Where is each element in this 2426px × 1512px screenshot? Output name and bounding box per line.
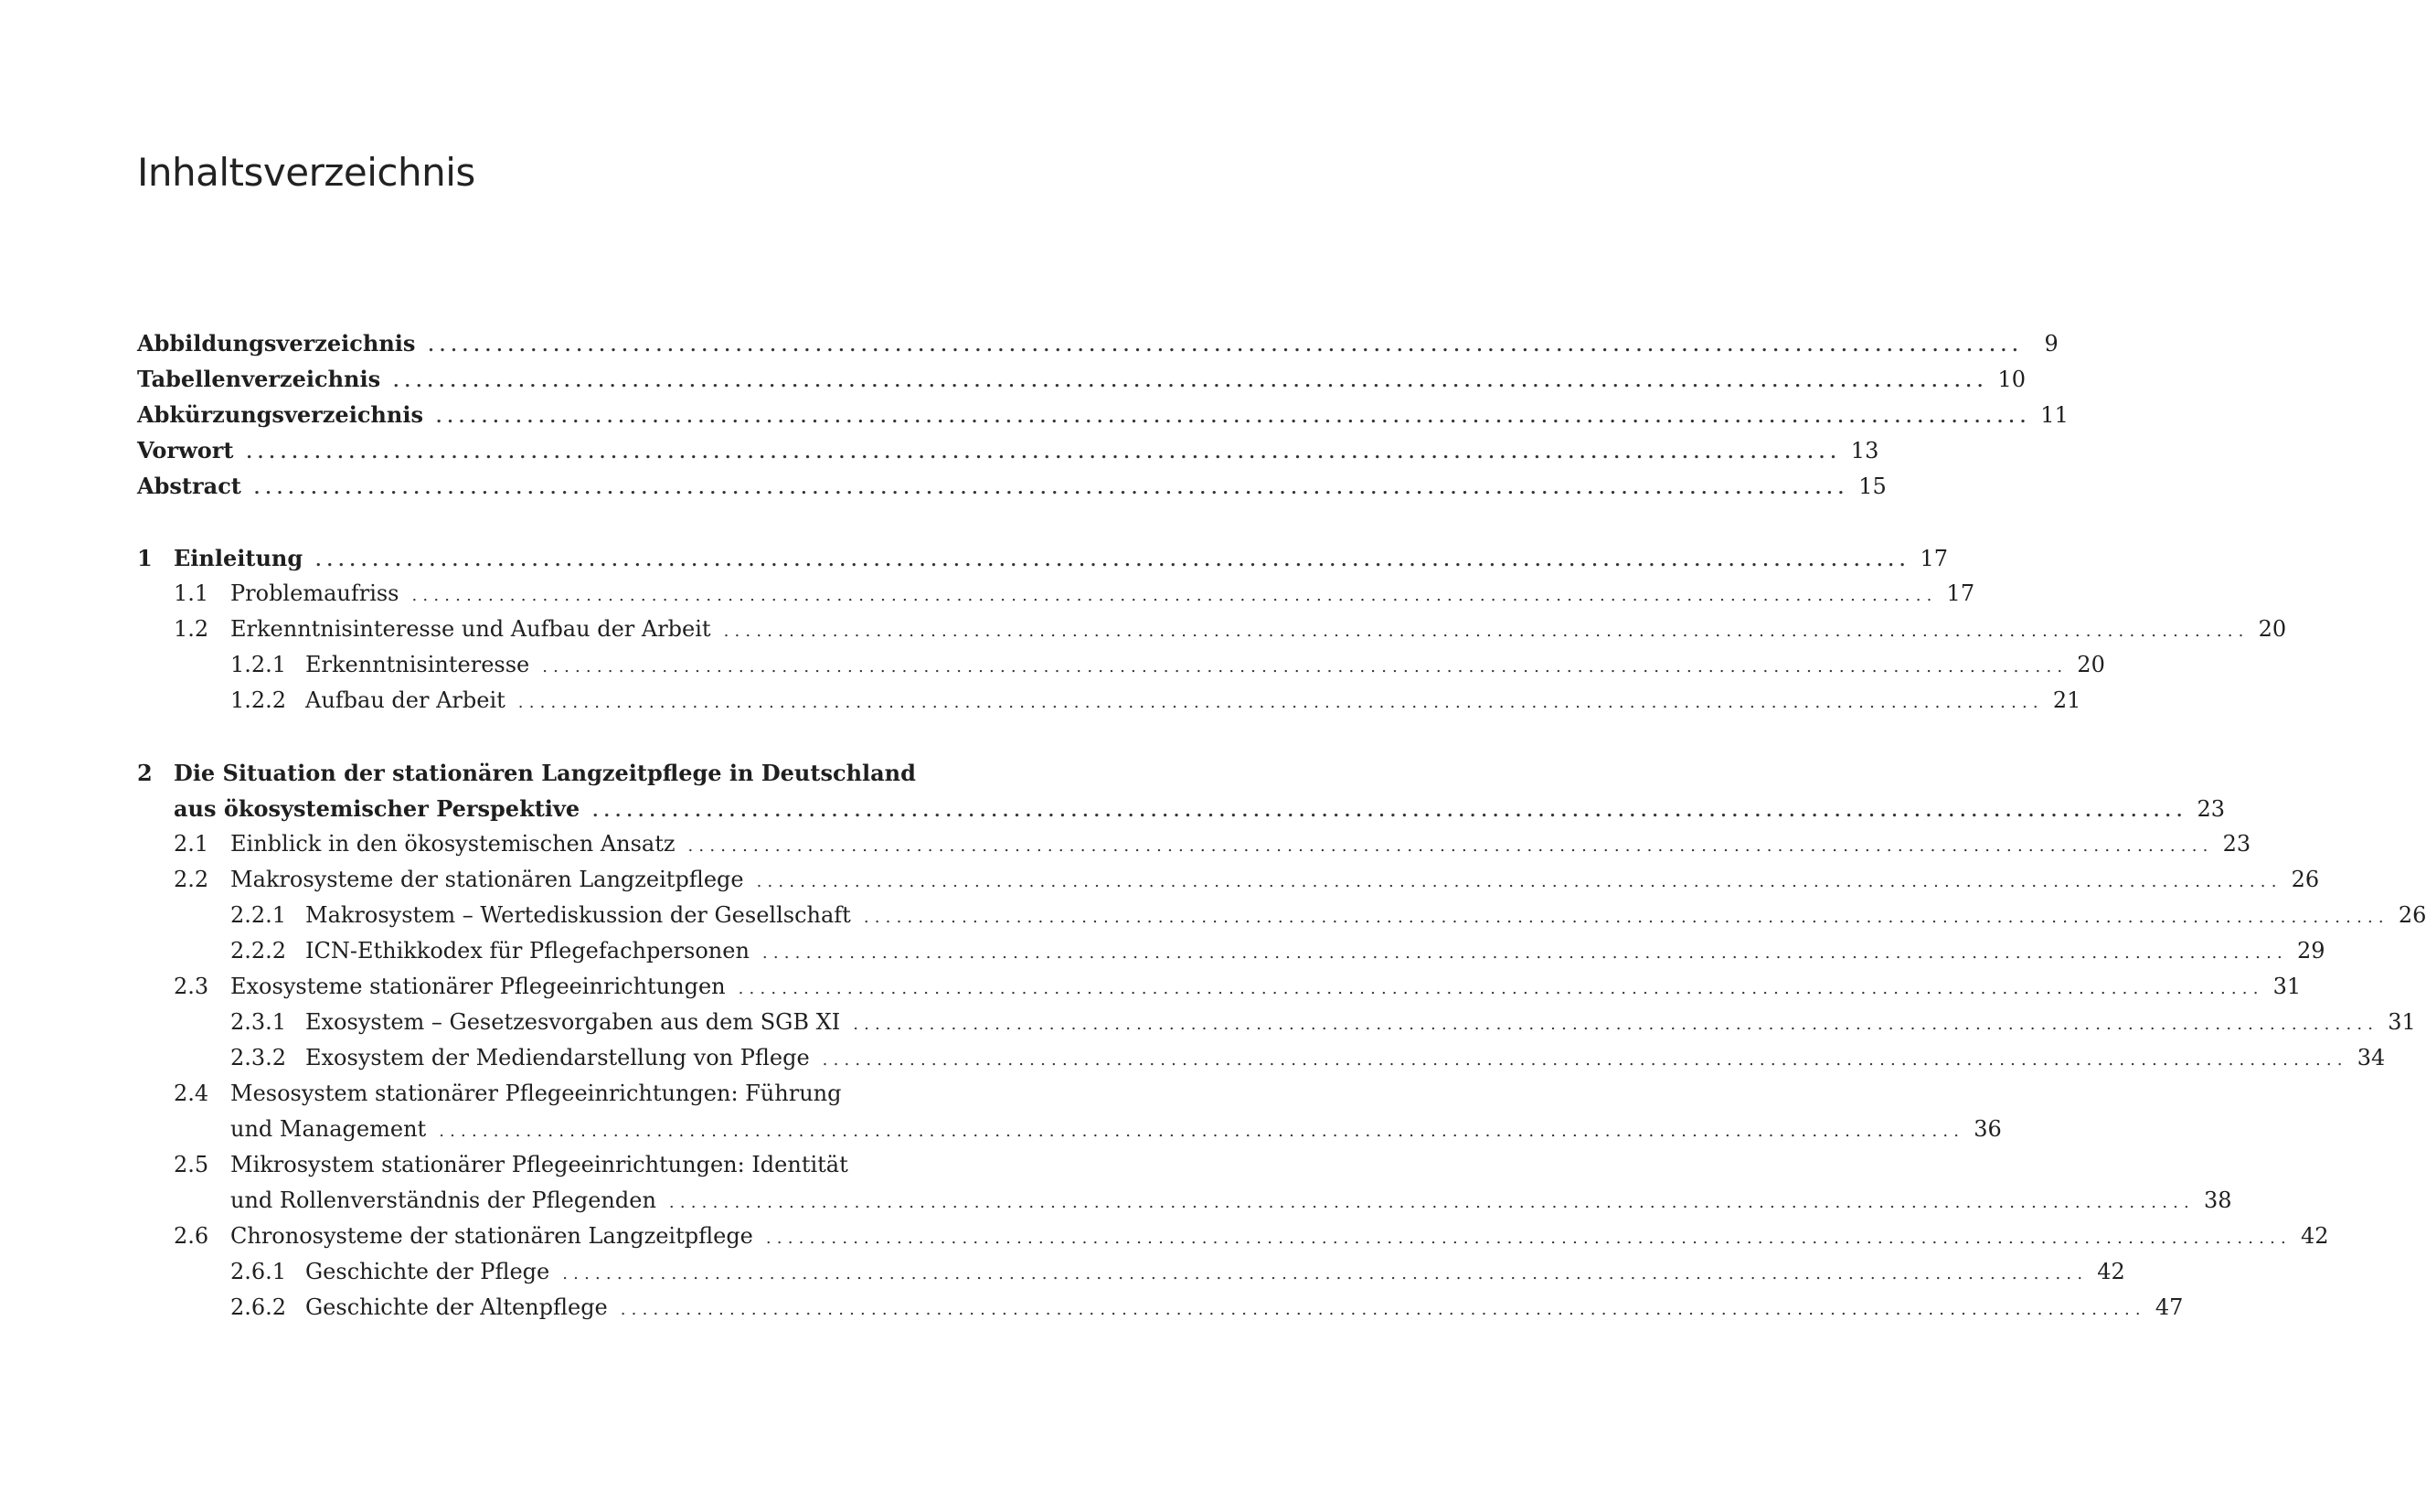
toc-page-number: 20 [2077,652,2105,677]
toc-page-number: 31 [2388,1009,2416,1035]
toc-entry-title: Tabellenverzeichnis [137,366,381,392]
toc-page-number: 34 [2357,1045,2386,1070]
toc-page-number: 42 [2300,1223,2329,1249]
subsection-number: 2.6.1 [230,1259,287,1284]
leader-dots: ............................................................................................................................................ [668,1193,2195,1212]
chapter-title: Einleitung [174,545,303,571]
section-title-continued: und Rollenverständnis der Pflegenden [230,1187,656,1213]
leader-dots: ............................................................................................................................................ [738,979,2264,998]
toc-entry-title: Abkürzungsverzeichnis [137,401,423,428]
subsection-title: ICN-Ethikkodex für Pflegefachpersonen [305,938,750,964]
subsection-number: 2.2.2 [230,938,287,964]
toc-page-number: 26 [2291,867,2320,892]
toc-subsection-1-2-2[interactable] [137,683,2081,719]
toc-page-number: 36 [1974,1116,2002,1142]
toc-page-number: 20 [2258,616,2287,642]
leader-dots: ............................................................................................................................................ [411,586,1938,605]
subsection-title: Geschichte der Pflege [305,1259,550,1284]
toc-page-number: 31 [2272,974,2302,999]
toc-entry-title: Vorwort [137,437,234,463]
section-number: 2.4 [174,1081,209,1106]
toc-section-2-1[interactable] [137,826,2251,862]
toc-page-number: 23 [2222,831,2251,857]
leader-dots: ............................................................................................................................................ [761,943,2288,963]
toc-page-number: 47 [2155,1294,2184,1320]
toc-entry-abkuerzungsverzeichnis[interactable] [137,397,2069,432]
subsection-title: Erkenntnisinteresse [305,652,530,677]
toc-section-2-2[interactable] [137,862,2320,898]
leader-dots: ............................................................................................................................................ [562,1264,2089,1283]
subsection-number: 1.2.2 [230,687,287,713]
chapter-number: 1 [137,545,153,571]
leader-dots: ............................................................................................................................................ [853,1015,2379,1034]
subsection-title: Makrosystem – Wertediskussion der Gesellschaft [305,902,851,928]
leader-dots: ............................................................................................................................................ [592,802,2188,821]
chapter-number: 2 [137,760,153,786]
toc-section-1-2[interactable] [137,612,2287,647]
toc-page-number: 17 [1920,546,1949,571]
subsection-number: 1.2.1 [230,652,287,677]
toc-page-number: 9 [2044,331,2059,357]
toc-page-number: 21 [2052,687,2081,713]
toc-page-number: 13 [1850,438,1879,463]
toc-page-number: 38 [2203,1187,2232,1213]
toc-section-1-1[interactable] [137,576,1975,612]
toc-chapter-1[interactable] [137,540,1949,576]
section-title: Mesosystem stationärer Pflegeeinrichtungen: Führung [230,1081,842,1106]
leader-dots: ............................................................................................................................................ [253,479,1850,498]
table-of-contents [137,325,2426,1326]
toc-chapter-2-line1[interactable] [137,755,927,791]
toc-page-number: 17 [1946,580,1975,606]
section-title: Einblick in den ökosystemischen Ansatz [230,831,676,857]
toc-page-number: 23 [2197,796,2225,822]
toc-page-number: 26 [2398,902,2426,928]
section-number: 2.3 [174,974,209,999]
toc-subsection-2-2-1[interactable] [137,898,2426,933]
toc-section-2-6[interactable] [137,1219,2329,1254]
subsection-number: 2.3.2 [230,1045,287,1070]
toc-section-2-5-line2[interactable] [137,1183,2232,1219]
section-title: Makrosysteme der stationären Langzeitpflege [230,867,744,892]
toc-subsection-2-3-1[interactable] [137,1005,2416,1040]
subsection-title: Exosystem der Mediendarstellung von Pflege [305,1045,810,1070]
toc-section-2-4-line2[interactable] [137,1112,2002,1147]
leader-dots: ............................................................................................................................................ [542,657,2069,676]
leader-dots: ............................................................................................................................................ [822,1050,2348,1070]
section-title-continued: und Management [230,1116,427,1142]
leader-dots: ............................................................................................................................................ [315,551,1911,570]
toc-section-2-4-line1[interactable] [137,1076,927,1112]
chapter-title-continued: aus ökosystemischer Perspektive [174,795,580,822]
toc-entry-vorwort[interactable] [137,432,1879,468]
toc-page-number: 42 [2097,1259,2125,1284]
subsection-title: Exosystem – Gesetzesvorgaben aus dem SGB XI [305,1009,841,1035]
subsection-number: 2.3.1 [230,1009,287,1035]
section-number: 2.6 [174,1223,209,1249]
toc-entry-tabellenverzeichnis[interactable] [137,361,2027,397]
leader-dots: ............................................................................................................................................ [765,1229,2292,1248]
toc-entry-abbildungsverzeichnis[interactable] [137,325,2059,361]
toc-page-number: 10 [1997,367,2027,392]
toc-page-number: 15 [1858,474,1887,499]
toc-subsection-2-6-1[interactable] [137,1254,2125,1290]
leader-dots: ............................................................................................................................................ [393,372,1989,391]
section-number: 1.2 [174,616,209,642]
section-title: Exosysteme stationärer Pflegeeinrichtungen [230,974,726,999]
section-title: Chronosysteme der stationären Langzeitpflege [230,1223,753,1249]
toc-subsection-2-3-2[interactable] [137,1040,2386,1076]
toc-page-number: 29 [2296,938,2325,964]
toc-subsection-2-6-2[interactable] [137,1290,2184,1326]
leader-dots: ............................................................................................................................................ [428,336,2024,356]
section-number: 2.2 [174,867,209,892]
toc-section-2-3[interactable] [137,969,2302,1005]
leader-dots: ............................................................................................................................................ [687,836,2214,856]
subsection-number: 2.6.2 [230,1294,287,1320]
section-title: Erkenntnisinteresse und Aufbau der Arbeit [230,616,711,642]
section-number: 1.1 [174,580,209,606]
section-title: Problemaufriss [230,580,399,606]
leader-dots: ............................................................................................................................................ [435,408,2032,427]
leader-dots: ............................................................................................................................................ [246,443,1842,463]
toc-entry-abstract[interactable] [137,468,1887,504]
toc-entry-title: Abstract [137,473,241,499]
leader-dots: ............................................................................................................................................ [439,1122,1965,1141]
toc-entry-title: Abbildungsverzeichnis [137,330,416,357]
section-title: Mikrosystem stationärer Pflegeeinrichtungen: Identität [230,1152,848,1177]
section-number: 2.1 [174,831,209,857]
toc-page-number: 11 [2040,402,2069,428]
section-number: 2.5 [174,1152,209,1177]
leader-dots: ............................................................................................................................................ [863,908,2389,927]
chapter-title: Die Situation der stationären Langzeitpflege in Deutschland [174,760,916,786]
toc-section-2-5-line1[interactable] [137,1147,927,1183]
leader-dots: ............................................................................................................................................ [620,1300,2146,1319]
leader-dots: ............................................................................................................................................ [756,872,2282,891]
subsection-title: Geschichte der Altenpflege [305,1294,608,1320]
leader-dots: ............................................................................................................................................ [517,693,2044,712]
toc-subsection-2-2-2[interactable] [137,933,2325,969]
subsection-number: 2.2.1 [230,902,287,928]
subsection-title: Aufbau der Arbeit [305,687,505,713]
toc-chapter-2-line2[interactable] [137,791,2225,826]
leader-dots: ............................................................................................................................................ [723,622,2250,641]
toc-subsection-1-2-1[interactable] [137,647,2105,683]
page-title: Inhaltsverzeichnis [137,150,475,195]
